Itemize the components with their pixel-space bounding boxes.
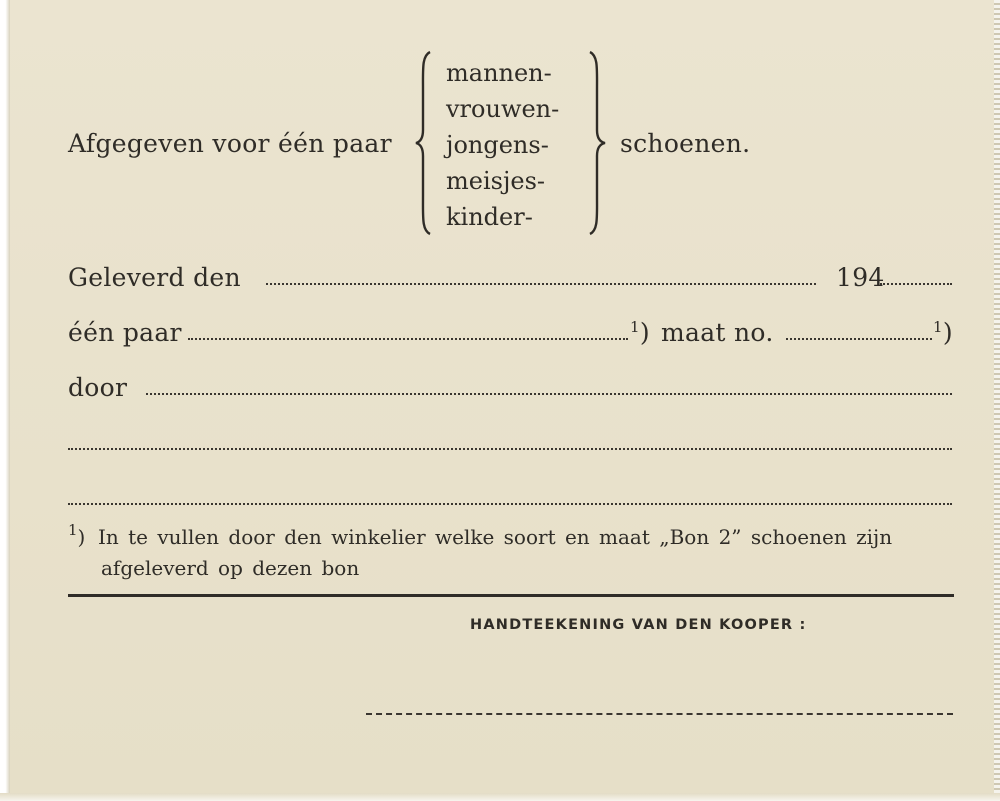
signature-caption: HANDTEEKENING VAN DEN KOOPER : [470,617,807,633]
delivered-date-field[interactable] [266,283,816,285]
footnote-line-1: In te vullen door den winkelier welke soort en maat „Bon 2” schoenen zijn [98,525,893,549]
blank-line-2[interactable] [68,503,952,505]
year-prefix: 194 [836,263,885,292]
right-brace-icon [584,50,608,236]
option-vrouwen: vrouwen- [446,95,560,123]
footnote-line-2: afgeleverd op dezen bon [101,556,360,580]
option-jongens: jongens- [446,131,549,159]
blank-line-1[interactable] [68,448,952,450]
by-label: door [68,373,128,402]
size-footnote-marker: $^1$) [933,318,953,347]
pair-type-field[interactable] [188,338,628,340]
signature-field[interactable] [366,713,953,715]
section-divider [68,594,954,597]
issued-for-label: Afgegeven voor één paar [68,129,392,158]
year-field[interactable] [880,283,952,285]
left-brace-icon [414,50,438,236]
by-field[interactable] [146,393,952,395]
delivered-label: Geleverd den [68,263,241,292]
option-kinder: kinder- [446,203,533,231]
size-label: maat no. [661,318,774,347]
pair-label: één paar [68,318,182,347]
pair-footnote-marker: $^1$) [630,318,650,347]
scan-edge-bottom [0,793,1000,801]
size-field[interactable] [786,338,932,340]
option-meisjes: meisjes- [446,167,546,195]
option-mannen: mannen- [446,59,552,87]
scan-edge-left [0,0,10,801]
perforated-edge-right [994,0,1000,801]
shoes-label: schoenen. [620,129,751,158]
footnote-marker: $^1$) [68,521,86,549]
